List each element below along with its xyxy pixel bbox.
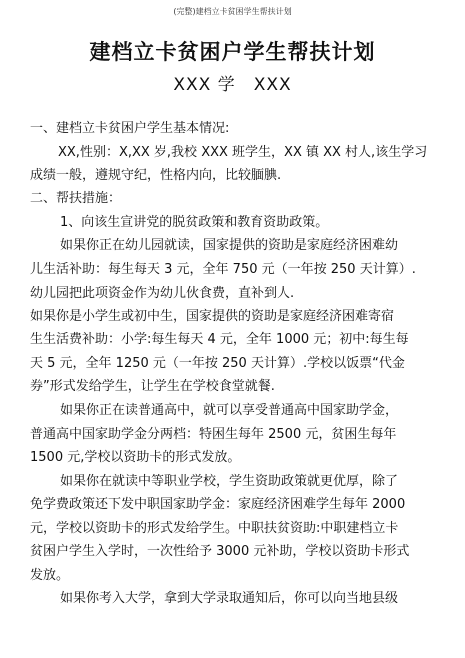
header-note: (完整)建档立卡贫困学生帮扶计划 — [173, 7, 292, 16]
body-line: 如果你是小学生或初中生，国家提供的资助是家庭经济困难寄宿 — [30, 309, 395, 324]
document-title: 建档立卡贫困户学生帮扶计划 — [89, 39, 376, 64]
section-heading: 一、建档立卡贫困户学生基本情况: — [30, 121, 230, 136]
body-line: 元，学校以资助卡的形式发给学生。中职扶贫资助:中职建档立卡 — [30, 521, 399, 536]
body-line: 发放。 — [30, 568, 70, 583]
body-line: 1500 元,学校以资助卡的形式发放。 — [30, 450, 241, 465]
body-line: 如果你正在幼儿园就读，国家提供的资助是家庭经济困难幼 — [60, 238, 399, 253]
body-line: 如果你正在读普通高中，就可以享受普通高中国家助学金， — [60, 403, 399, 418]
body-line: 贫困户学生入学时，一次性给予 3000 元补助，学校以资助卡形式 — [30, 544, 410, 559]
body-line: 普通高中国家助学金分两档：特困生每年 2500 元，贫困生每年 — [30, 427, 397, 442]
body-line: XX,性别：X,XX 岁,我校 XXX 班学生，XX 镇 XX 村人,该生学习 — [58, 145, 428, 160]
body-line: 1、向该生宣讲党的脱贫政策和教育资助政策。 — [60, 215, 329, 230]
document-subtitle: XXX 学 XXX — [173, 75, 292, 95]
section-heading: 二、帮扶措施： — [30, 191, 122, 206]
body-line: 免学费政策还下发中职国家助学金：家庭经济困难学生每年 2000 — [30, 497, 406, 512]
body-line: 儿生活补助：每生每天 3 元，全年 750 元（一年按 250 天计算）. — [30, 262, 416, 277]
body-line: 成绩一般，遵规守纪，性格内向，比较腼腆. — [30, 168, 282, 183]
body-line: 如果你考入大学，拿到大学录取通知后，你可以向当地县级 — [60, 591, 399, 606]
body-line: 天 5 元，全年 1250 元（一年按 250 天计算）.学校以饭票“代金 — [30, 356, 405, 371]
body-line: 券”形式发给学生，让学生在学校食堂就餐. — [30, 379, 275, 394]
body-line: 生生活费补助：小学:每生每天 4 元，全年 1000 元；初中:每生每 — [30, 332, 409, 347]
body-line: 幼儿园把此项资金作为幼儿伙食费，直补到人. — [30, 286, 295, 301]
body-line: 如果你在就读中等职业学校，学生资助政策就更优厚，除了 — [60, 474, 399, 489]
